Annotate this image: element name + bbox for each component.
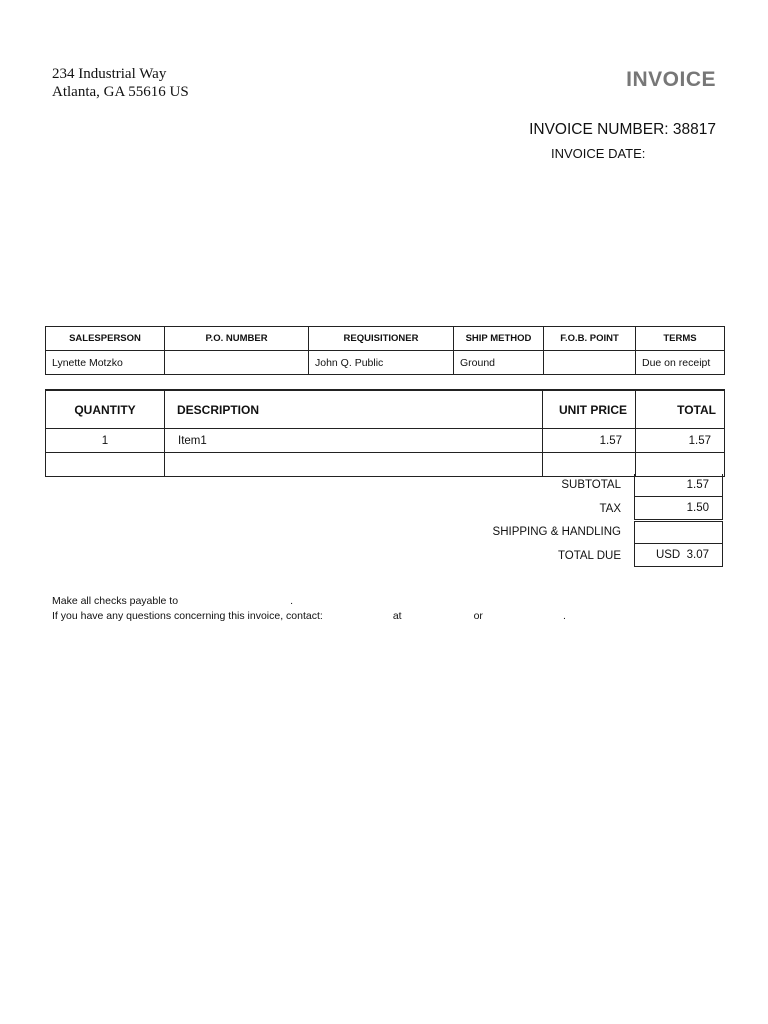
- invoice-date: INVOICE DATE:: [551, 146, 646, 161]
- cell-description: [165, 453, 543, 477]
- cell-quantity: 1: [46, 429, 165, 453]
- order-info-row: [46, 351, 725, 375]
- table-row: [46, 429, 725, 453]
- cell-fob-point: [544, 351, 636, 375]
- order-info-header-row: [46, 327, 725, 351]
- cell-unit-price: [543, 453, 636, 477]
- header-po-number: P.O. NUMBER: [165, 327, 309, 351]
- tax-value: 1.50: [634, 497, 723, 520]
- checks-payable-text: Make all checks payable to: [52, 595, 179, 607]
- address-line-1: 234 Industrial Way: [52, 66, 167, 82]
- total-due-value: USD 3.07: [634, 544, 723, 567]
- header-unit-price: UNIT PRICE: [543, 390, 636, 429]
- cell-description: Item1: [165, 429, 543, 453]
- questions-at: at: [392, 610, 402, 622]
- tax-label: TAX: [599, 503, 621, 515]
- questions-text: If you have any questions concerning this invoice, contact:: [52, 610, 323, 622]
- cell-quantity: [46, 453, 165, 477]
- header-ship-method: SHIP METHOD: [454, 327, 544, 351]
- cell-terms: Due on receipt: [636, 351, 725, 375]
- shipping-value: [634, 521, 723, 544]
- company-address: [52, 65, 189, 101]
- cell-po-number: [165, 351, 309, 375]
- header-terms: TERMS: [636, 327, 725, 351]
- line-items-table: [45, 389, 725, 477]
- questions-line: [52, 610, 566, 622]
- address-line-2: Atlanta, GA 55616 US: [52, 84, 189, 100]
- questions-end: .: [562, 610, 566, 622]
- header-quantity: QUANTITY: [46, 390, 165, 429]
- subtotal-label: SUBTOTAL: [561, 479, 621, 491]
- cell-requisitioner: John Q. Public: [309, 351, 454, 375]
- cell-salesperson: Lynette Motzko: [46, 351, 165, 375]
- cell-total: 1.57: [636, 429, 725, 453]
- shipping-label: SHIPPING & HANDLING: [492, 526, 621, 538]
- line-items-header-row: [46, 390, 725, 429]
- totals-section: [0, 474, 768, 574]
- total-due-label: TOTAL DUE: [557, 550, 621, 562]
- header-fob-point: F.O.B. POINT: [544, 327, 636, 351]
- cell-unit-price: 1.57: [543, 429, 636, 453]
- cell-ship-method: Ground: [454, 351, 544, 375]
- questions-or: or: [473, 610, 483, 622]
- invoice-number: INVOICE NUMBER: 38817: [529, 121, 716, 138]
- checks-payable-line: [52, 595, 293, 607]
- header-description: DESCRIPTION: [165, 390, 543, 429]
- cell-total: [636, 453, 725, 477]
- header-requisitioner: REQUISITIONER: [309, 327, 454, 351]
- header-total: TOTAL: [636, 390, 725, 429]
- order-info-table: [45, 326, 725, 375]
- checks-payable-end: .: [290, 595, 293, 607]
- table-row: [46, 453, 725, 477]
- header-salesperson: SALESPERSON: [46, 327, 165, 351]
- subtotal-value: 1.57: [634, 474, 723, 497]
- invoice-title: INVOICE: [626, 68, 716, 91]
